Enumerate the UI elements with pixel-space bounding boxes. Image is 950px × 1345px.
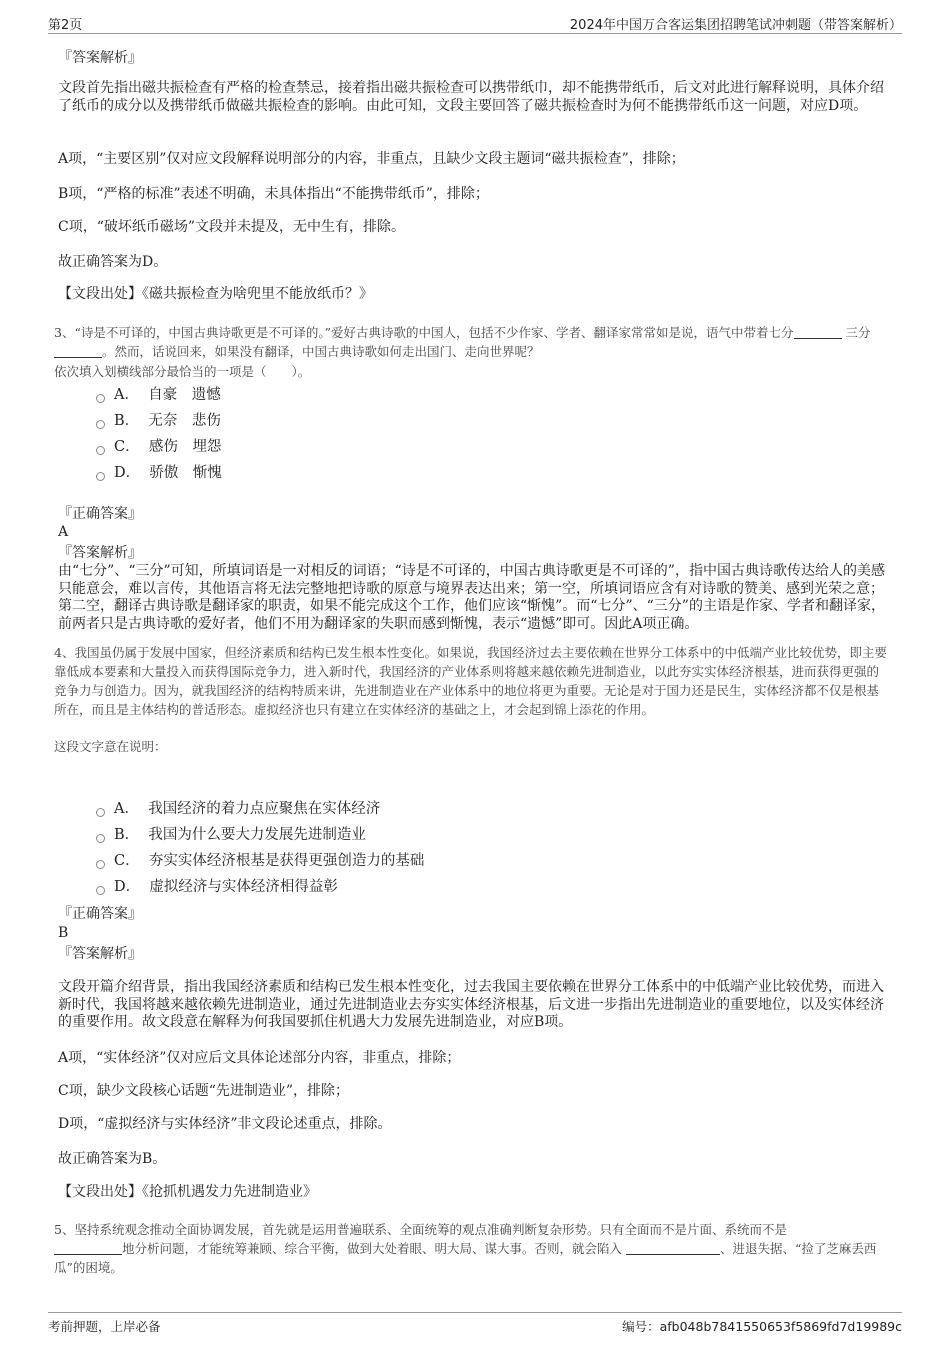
q3-answer: A	[58, 524, 69, 540]
page-number: 第2页	[48, 18, 83, 33]
q5-blank-2[interactable]	[626, 1243, 720, 1255]
q2-source: 【文段出处】《磁共振检查为啥兜里不能放纸币？》	[58, 286, 373, 302]
footer-slogan: 考前押题，上岸必备	[48, 1319, 161, 1334]
q2-option-b-note: B项，“严格的标准”表述不明确，未具体指出“不能携带纸币”，排除；	[58, 186, 489, 202]
q3-prompt: 依次填入划横线部分最恰当的一项是（ ）。	[54, 364, 311, 379]
q5-stem-part2: 地分析问题，才能统筹兼顾、综合平衡，做到大处着眼、明大局、谋大事。否则，就会陷入	[122, 1241, 623, 1256]
q3-analysis-label: 『答案解析』	[58, 545, 142, 561]
radio-icon[interactable]	[96, 394, 105, 403]
q2-conclusion: 故正确答案为D。	[58, 254, 168, 270]
q3-option-a[interactable]: A． 自豪 遗憾	[96, 385, 221, 405]
q3-blank-2[interactable]	[54, 346, 102, 358]
document-id: 编号：afb048b7841550653f5869fd7d19989c	[622, 1319, 902, 1334]
q4-answer-label: 『正确答案』	[58, 906, 142, 922]
q4-option-d[interactable]: D． 虚拟经济与实体经济相得益彰	[96, 877, 338, 897]
radio-icon[interactable]	[96, 860, 105, 869]
q3-answer-label: 『正确答案』	[58, 506, 142, 522]
q3-stem-part1: 3、“诗是不可译的，中国古典诗歌更是不可译的。”爱好古典诗歌的中国人，包括不少作家、学者、翻译家常常如是说，语气中带着七分	[54, 325, 794, 340]
q4-option-a-note: A项，“实体经济”仅对应后文具体论述部分内容，非重点，排除；	[58, 1050, 461, 1066]
q5-stem-part1: 5、坚持系统观念推动全面协调发展，首先就是运用普遍联系、全面统筹的观点准确判断复杂形势。只有全面而不是片面、系统而不是	[54, 1222, 787, 1237]
q4-analysis: 文段开篇介绍背景，指出我国经济素质和结构已发生根本性变化，过去我国主要依赖在世界分工体系中的中低端产业比较优势，而进入新时代，我国将越来越依赖先进制造业，通过先进制造业去夯实实体经济根基，后文进一步指出先进制造业的重要地位，以及实体经济的重要作用。故文段意在解释为何我国要抓住机遇大力发展先进制造业，对应B项。	[58, 979, 884, 1030]
q2-option-a-note: A项，“主要区别”仅对应文段解释说明部分的内容，非重点，且缺少文段主题词“磁共振检查”，排除；	[58, 151, 685, 167]
q5-stem	[54, 1220, 890, 1277]
q4-conclusion: 故正确答案为B。	[58, 1151, 167, 1167]
q4-option-b[interactable]: B． 我国为什么要大力发展先进制造业	[96, 825, 366, 845]
q3-option-c[interactable]: C． 感伤 埋怨	[96, 437, 221, 457]
q2-option-c-note: C项，“破坏纸币磁场”文段并未提及，无中生有，排除。	[58, 219, 406, 235]
q4-option-c[interactable]: C． 夯实实体经济根基是获得更强创造力的基础	[96, 851, 424, 871]
document-title: 2024年中国万合客运集团招聘笔试冲刺题（带答案解析）	[569, 18, 902, 33]
q4-prompt: 这段文字意在说明：	[54, 739, 167, 754]
radio-icon[interactable]	[96, 472, 105, 481]
radio-icon[interactable]	[96, 808, 105, 817]
q4-option-a[interactable]: A． 我国经济的着力点应聚焦在实体经济	[96, 799, 380, 819]
q2-analysis: 文段首先指出磁共振检查有严格的检查禁忌，接着指出磁共振检查可以携带纸巾，却不能携带纸币，后文对此进行解释说明，具体介绍了纸币的成分以及携带纸币做磁共振检查的影响。由此可知，文段主要回答了磁共振检查时为何不能携带纸币这一问题，对应D项。	[58, 80, 884, 114]
q5-blank-1[interactable]	[54, 1243, 122, 1255]
q4-option-c-note: C项，缺少文段核心话题“先进制造业”，排除；	[58, 1083, 350, 1099]
q2-analysis-label: 『答案解析』	[58, 50, 142, 66]
q4-stem: 4、我国虽仍属于发展中国家，但经济素质和结构已发生根本性变化。如果说，我国经济过去主要依赖在世界分工体系中的中低端产业比较优势，即主要靠低成本要素和大量投入而获得国际竞争力，进入新时代，我国经济的产业体系则将越来越依赖先进制造业，以此夯实实体经济根基，进而获得更强的竞争力与创造力。因为，就我国经济的结构特质来讲，先进制造业在产业体系中的地位将更为重要。无论是对于国力还是民生，实体经济都不仅是根基所在，而且是主体结构的普适形态。虚拟经济也只有建立在实体经济的基础之上，才会起到锦上添花的作用。	[54, 645, 887, 717]
page-header	[48, 14, 902, 34]
radio-icon[interactable]	[96, 886, 105, 895]
q3-stem-part3: 。然而，话说回来，如果没有翻译，中国古典诗歌如何走出国门、走向世界呢？	[102, 344, 540, 359]
q3-option-b[interactable]: B． 无奈 悲伤	[96, 411, 221, 431]
radio-icon[interactable]	[96, 446, 105, 455]
radio-icon[interactable]	[96, 834, 105, 843]
q3-option-d[interactable]: D． 骄傲 惭愧	[96, 463, 222, 483]
q4-analysis-label: 『答案解析』	[58, 946, 142, 962]
q3-blank-1[interactable]	[794, 327, 842, 339]
radio-icon[interactable]	[96, 420, 105, 429]
q3-analysis: 由“七分”、“三分”可知，所填词语是一对相反的词语；“诗是不可译的，中国古典诗歌更是不可译的”，指中国古典诗歌传达给人的美感只能意会，难以言传，其他语言将无法完整地把诗歌的原意与境界表达出来；第一空，所填词语应含有对诗歌的赞美、感到光荣之意；第二空，翻译古典诗歌是翻译家的职责，如果不能完成这个工作，他们应该“惭愧”。而“七分”、“三分”的主语是作家、学者和翻译家，前两者只是古典诗歌的爱好者，他们不用为翻译家的失职而感到惭愧，表示“遗憾”即可。因此A项正确。	[58, 563, 885, 632]
q3-stem-part2: 三分	[845, 325, 871, 340]
q4-source: 【文段出处】《抢抓机遇发力先进制造业》	[58, 1184, 317, 1200]
q4-answer: B	[58, 925, 69, 941]
q3-stem	[54, 323, 890, 361]
q5-stem-part3: 、进退失据、“捡了芝麻丢西瓜”的困境。	[54, 1241, 877, 1275]
page-footer	[48, 1312, 902, 1336]
q4-option-d-note: D项，“虚拟经济与实体经济”非文段论述重点，排除。	[58, 1116, 392, 1132]
